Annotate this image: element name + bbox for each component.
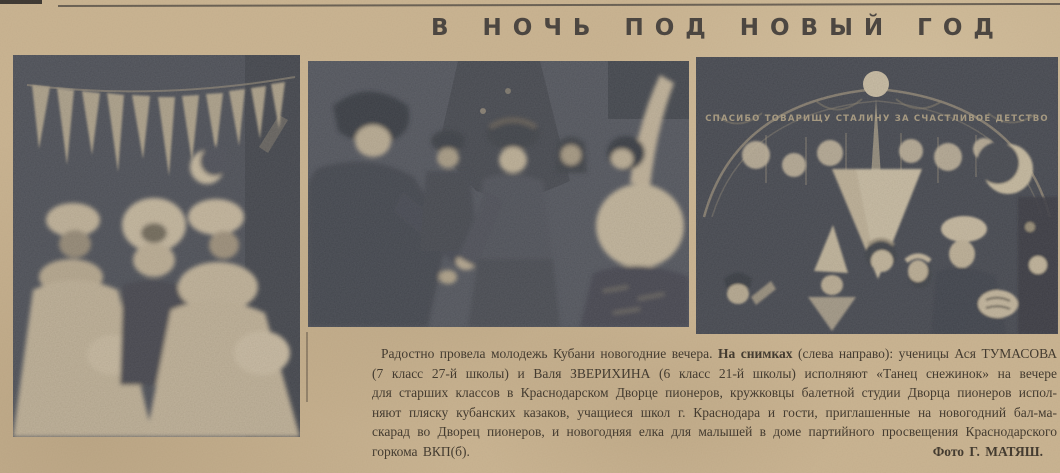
caption-line: Радостно провела молодежь Кубани новогодние вечера. На снимках (слева направо): ученицы Ася ТУМАСОВА xyxy=(381,346,1058,361)
caption-footer-left: горкома ВКП(б). xyxy=(372,443,470,459)
scan-fold-line xyxy=(306,332,308,402)
photo-snowflake-dance xyxy=(13,55,300,437)
photo-credit: Фото Г. МАТЯШ. xyxy=(932,443,1043,459)
caption-line: для старших классов в Краснодарском Дворце пионеров, кружковцы балетной студии Дворца пионеров испол- xyxy=(372,385,1057,400)
stage-banner-text: СПАСИБО ТОВАРИЩУ СТАЛИНУ ЗА СЧАСТЛИВОЕ ДЕТСТВО xyxy=(705,114,1049,124)
photo-new-year-ball xyxy=(696,57,1058,334)
photo-caption xyxy=(372,344,1057,461)
photo-cossack-dance xyxy=(308,61,689,327)
scan-edge-mark xyxy=(0,0,42,4)
caption-line: (7 класс 27-й школы) и Валя ЗВЕРИХИНА (6 класс 21-й школы) исполняют «Танец снежинок» на вечере xyxy=(372,365,1057,381)
caption-line: няют пляску кубанских казаков, учащиеся школ г. Краснодара и гости, приглашенные на новогодний бал-ма- xyxy=(372,404,1057,420)
caption-footer xyxy=(372,442,1057,462)
cossack-dance-illustration xyxy=(308,61,689,327)
page-title: В НОЧЬ ПОД НОВЫЙ ГОД xyxy=(431,15,1005,41)
caption-line: скарад во Дворец пионеров, и новогодняя елка для малышей в доме партийного просвещения Краснодарского xyxy=(372,424,1057,439)
new-year-ball-illustration xyxy=(696,57,1058,334)
caption-lines xyxy=(372,344,1057,442)
top-divider-rule xyxy=(58,3,1060,7)
snowflake-dance-illustration xyxy=(13,55,300,437)
